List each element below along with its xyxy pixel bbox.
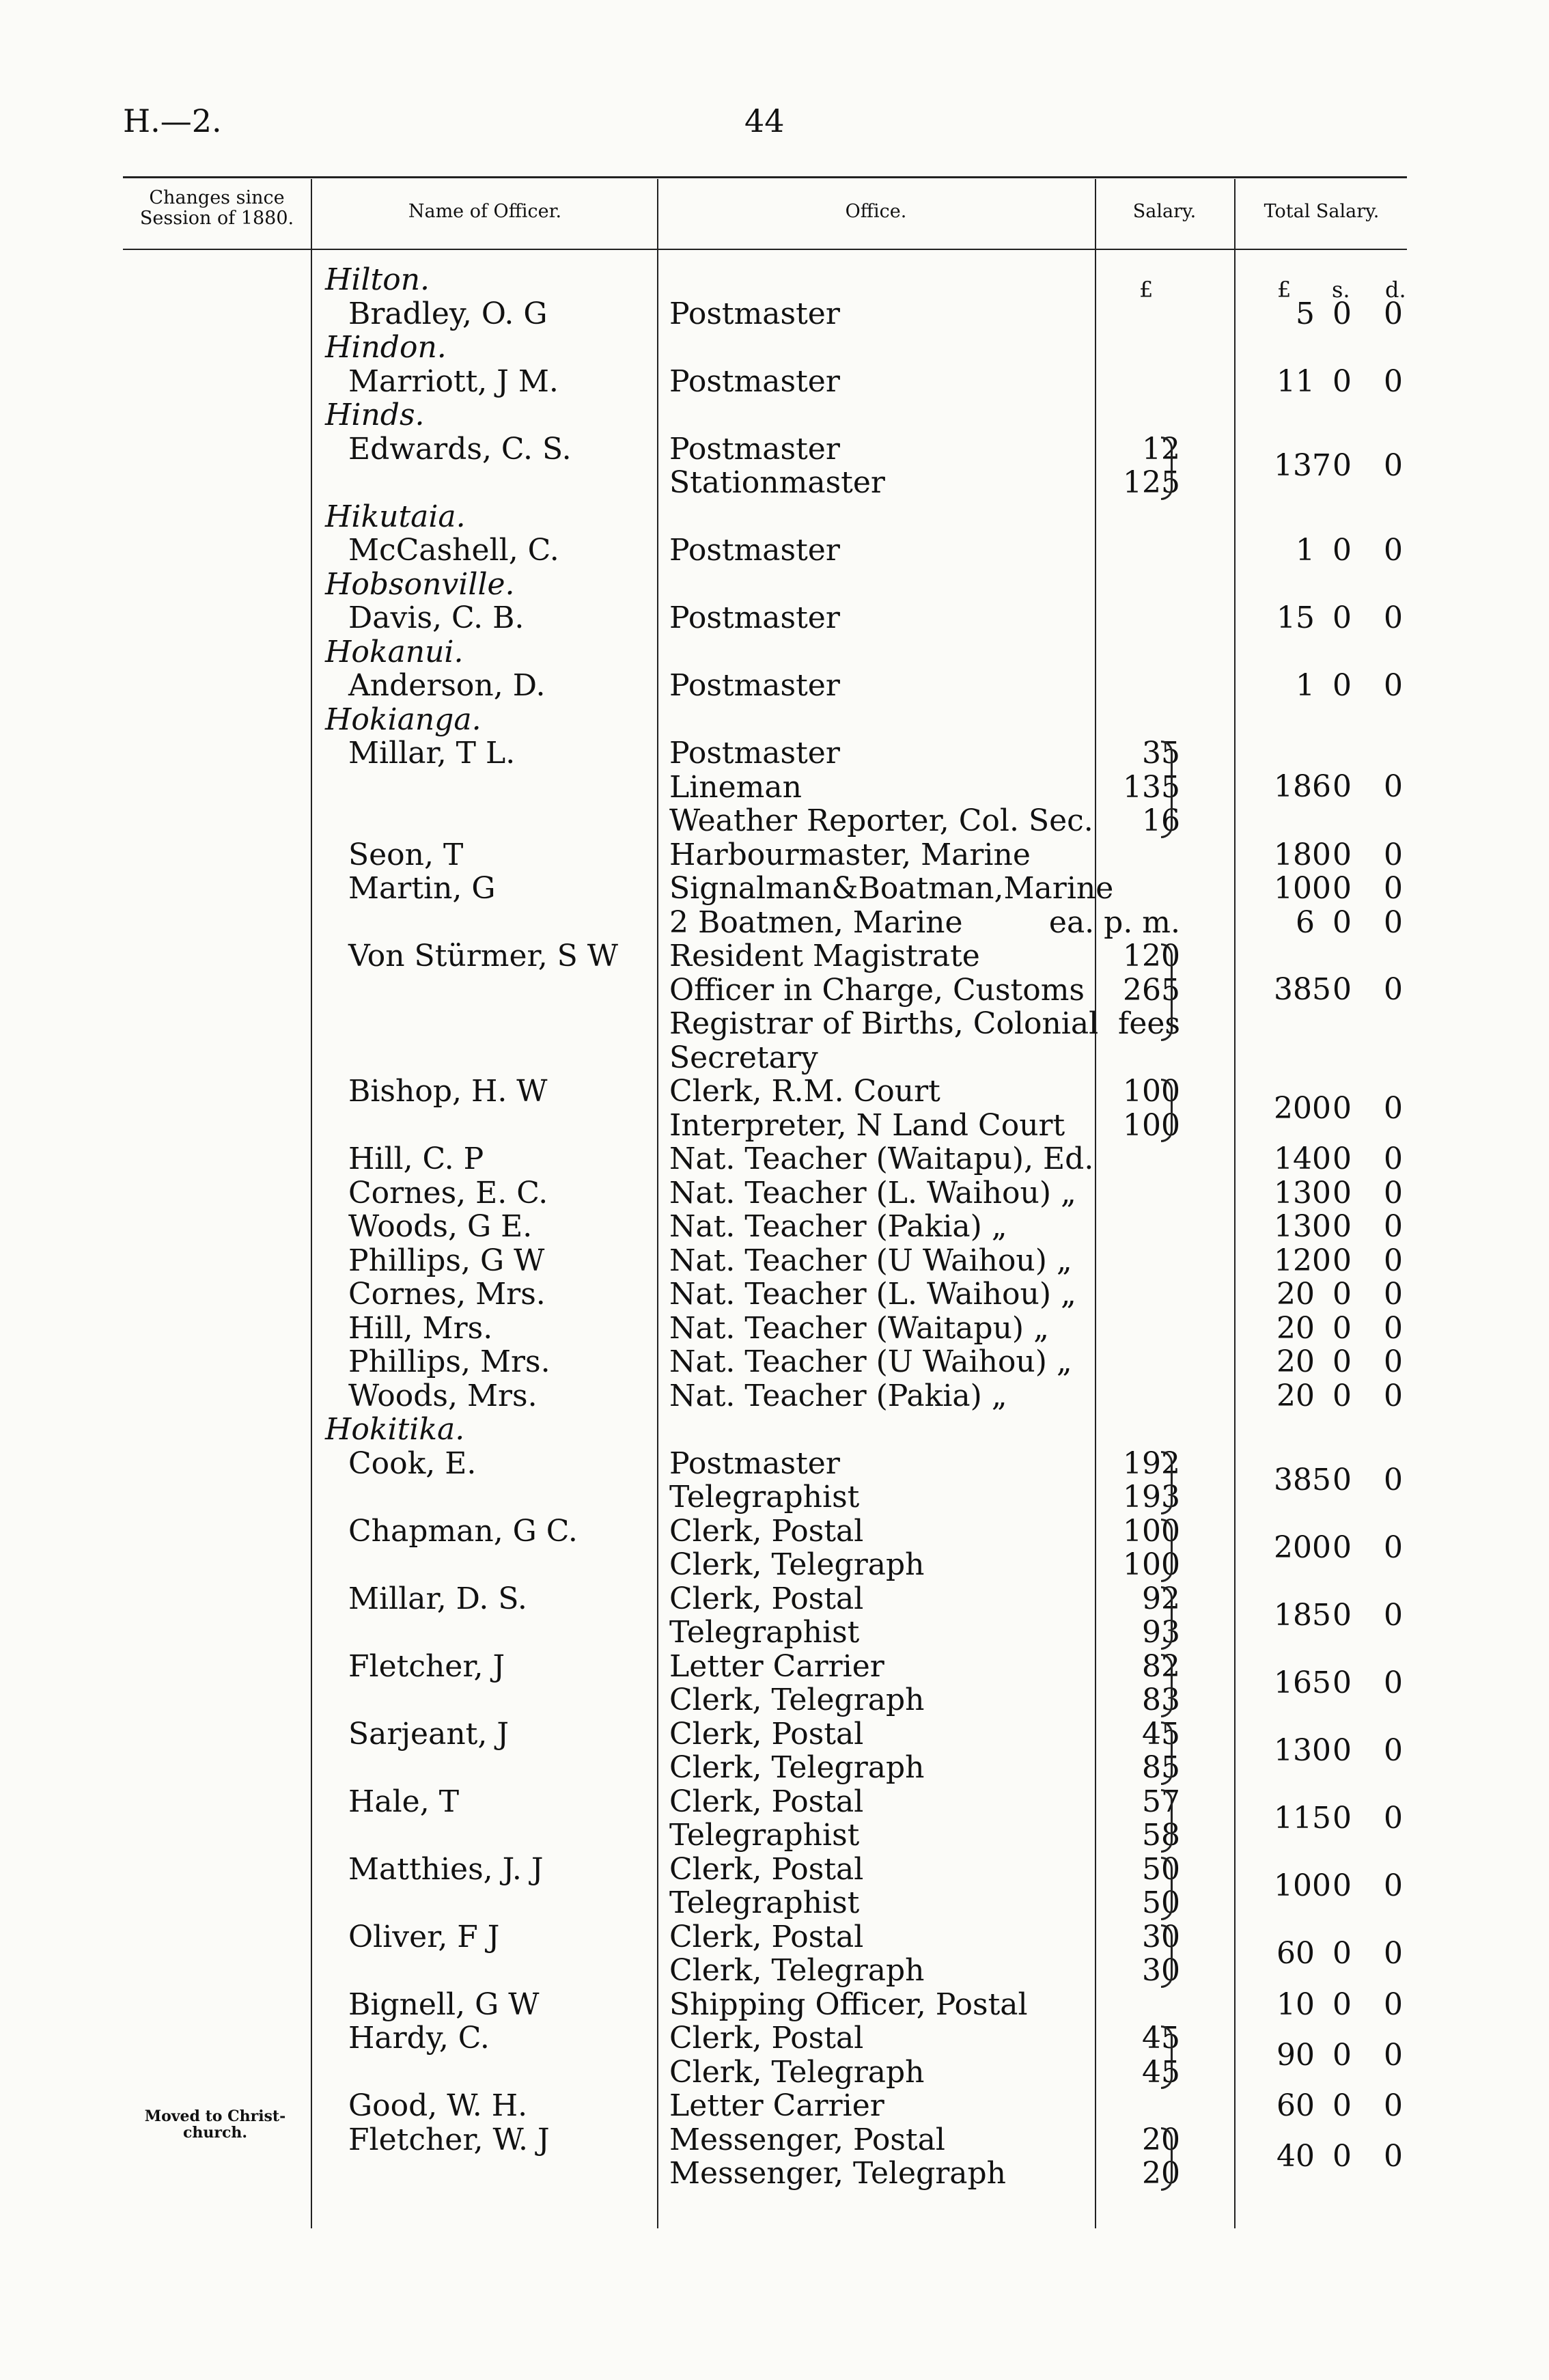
brace-total-pounds: 200 [1274,1090,1331,1126]
salary-value: 30 [1142,1953,1180,1988]
office-title: Telegraphist [669,1885,860,1920]
header-bottom-rule [123,249,1407,250]
total-shillings: 0 [1332,1141,1352,1176]
office-title: Nat. Teacher (Waitapu) „ [669,1310,1049,1346]
salary-value: 57 [1142,1784,1180,1819]
table-row [0,1007,1549,1041]
total-pounds: 15 [1276,600,1315,635]
total-pence: 0 [1384,1987,1403,2022]
salary-brace [1161,1519,1173,1582]
officer-name: Hardy, C. [348,2021,490,2056]
total-pence: 0 [1384,1243,1403,1278]
office-title: Secretary [669,1040,818,1075]
total-pence: 0 [1384,1175,1403,1210]
total-pence: 0 [1384,1209,1403,1244]
brace-total-pence: 0 [1384,1530,1403,1565]
table-row [0,872,1549,906]
brace-total-pounds: 60 [1276,1936,1315,1971]
table-row [0,906,1549,940]
table-row [0,736,1549,771]
officer-name: Bignell, G W [348,1987,540,2022]
brace-total-shillings: 0 [1332,1598,1352,1633]
salary-value: 100 [1123,1513,1180,1549]
salary-brace [1161,437,1173,500]
place-heading: Hilton. [325,262,430,297]
col-header-salary: Salary. [1132,201,1197,222]
brace-total-shillings: 0 [1332,2139,1352,2174]
total-pence: 0 [1384,533,1403,568]
place-heading: Hinds. [325,398,425,432]
table-row [0,398,1549,432]
total-shillings: 0 [1332,2088,1352,2123]
total-shillings: 0 [1332,600,1352,635]
office-title: Messenger, Telegraph [669,2156,1007,2191]
officer-name: Hill, C. P [348,1141,484,1176]
salary-brace [1161,1079,1173,1142]
office-title: Interpreter, N Land Court [669,1107,1065,1143]
total-shillings: 0 [1332,533,1352,568]
salary-value: 30 [1142,1919,1180,1954]
side-note: Moved to Christ-church. [144,2107,286,2142]
brace-total-pounds: 90 [1276,2037,1315,2073]
salary-value: 92 [1142,1581,1180,1616]
place-heading: Hokanui. [325,634,464,669]
office-title: Clerk, Telegraph [669,1547,925,1582]
table-row [0,601,1549,635]
office-title: Nat. Teacher (L. Waihou) „ [669,1277,1076,1312]
office-title: Weather Reporter, Col. Sec. [669,803,1093,838]
salary-value: 85 [1142,1750,1180,1785]
table-row [0,1988,1549,2022]
office-title: Postmaster [669,668,840,703]
total-pounds: 1 [1296,668,1315,703]
salary-value: 50 [1142,1885,1180,1920]
brace-total-pence: 0 [1384,1868,1403,1903]
total-pounds: 130 [1274,1209,1331,1244]
brace-total-pence: 0 [1384,769,1403,805]
office-title: Lineman [669,769,802,805]
place-heading: Hikutaia. [325,499,466,534]
total-shillings: 0 [1332,1378,1352,1413]
total-shillings: 0 [1332,1344,1352,1379]
table-row [0,1210,1549,1244]
total-pence: 0 [1384,296,1403,331]
total-pounds: 20 [1276,1344,1315,1379]
officer-name: Cornes, Mrs. [348,1277,546,1312]
salary-brace [1161,1451,1173,1514]
office-title: Registrar of Births, Colonial [669,1006,1099,1041]
officer-name: Von Stürmer, S W [348,939,619,973]
officer-name: Bradley, O. G [348,296,548,331]
place-heading: Hokianga. [325,702,482,737]
salary-brace [1161,1857,1173,1920]
brace-total-shillings: 0 [1332,972,1352,1008]
officer-name: Hale, T [348,1784,460,1819]
table-row [0,297,1549,331]
salary-brace [1161,2127,1173,2191]
office-title: Clerk, Postal [669,1851,864,1887]
officer-name: Cook, E. [348,1445,477,1481]
officer-name: Fletcher, W. J [348,2122,550,2157]
table-row [0,365,1549,399]
brace-total-pounds: 385 [1274,972,1331,1008]
brace-total-shillings: 0 [1332,1868,1352,1903]
total-pence: 0 [1384,1378,1403,1413]
total-pence: 0 [1384,2088,1403,2123]
office-title: Postmaster [669,431,840,467]
officer-name: Seon, T [348,837,464,872]
salary-brace [1161,1789,1173,1853]
total-pence: 0 [1384,904,1403,940]
table-row [0,703,1549,737]
office-title: Letter Carrier [669,1648,884,1684]
total-pounds: 10 [1276,1987,1315,2022]
salary-value: 45 [1142,1716,1180,1752]
salary-value: 16 [1142,803,1180,838]
office-title: Nat. Teacher (Pakia) „ [669,1209,1007,1244]
salary-value: 193 [1123,1480,1180,1514]
brace-total-shillings: 0 [1332,2037,1352,2073]
salary-value: 100 [1123,1107,1180,1143]
salary-value: 45 [1142,2021,1180,2056]
office-title: Letter Carrier [669,2088,884,2123]
office-title: Clerk, Telegraph [669,2054,925,2090]
table-row [0,669,1549,703]
table-row [0,1413,1549,1447]
brace-total-shillings: 0 [1332,1801,1352,1836]
salary-value: ea. p. m. [1048,904,1180,940]
office-title: Postmaster [669,533,840,568]
office-title: Postmaster [669,363,840,399]
total-shillings: 0 [1332,1987,1352,2022]
total-pence: 0 [1384,871,1403,906]
officer-name: Millar, T L. [348,736,516,771]
table-row [0,568,1549,602]
total-pounds: 11 [1276,363,1315,399]
office-title: Messenger, Postal [669,2122,945,2157]
officer-name: Woods, Mrs. [348,1378,538,1413]
col-header-changes: Changes since Session of 1880. [139,187,294,229]
officer-name: Cornes, E. C. [348,1175,548,1210]
total-pounds: 6 [1296,904,1315,940]
brace-total-shillings: 0 [1332,1733,1352,1768]
officer-name: Matthies, J. J [348,1851,544,1887]
office-title: Clerk, R.M. Court [669,1074,940,1109]
table-row [0,804,1549,838]
place-heading: Hobsonville. [325,566,515,602]
total-shillings: 0 [1332,1243,1352,1278]
officer-name: Phillips, G W [348,1243,545,1278]
total-pence: 0 [1384,1310,1403,1346]
officer-name: Woods, G E. [348,1209,533,1244]
table-row [0,1954,1549,1988]
office-title: Postmaster [669,296,840,331]
officer-name: Martin, G [348,871,496,906]
place-heading: Hokitika. [325,1412,465,1447]
office-title: Signalman&Boatman,Marine [669,871,1114,906]
brace-total-pounds: 137 [1274,448,1331,483]
office-title: Nat. Teacher (L. Waihou) „ [669,1175,1076,1210]
salary-value: 83 [1142,1683,1180,1717]
table-row [0,1176,1549,1210]
officer-name: Bishop, H. W [348,1074,548,1109]
total-shillings: 0 [1332,668,1352,703]
table-row [0,2157,1549,2191]
salary-value: 120 [1123,939,1180,973]
office-title: Clerk, Postal [669,2021,864,2056]
total-pence: 0 [1384,600,1403,635]
total-pounds: 20 [1276,1310,1315,1346]
table-row [0,635,1549,669]
table-row [0,534,1549,568]
table-row [0,1312,1549,1346]
table-row [0,331,1549,365]
salary-value: 45 [1142,2054,1180,2090]
office-title: Clerk, Postal [669,1784,864,1819]
salary-value: 100 [1123,1547,1180,1582]
brace-total-pounds: 165 [1274,1665,1331,1700]
col-header-name: Name of Officer. [408,201,562,222]
brace-total-pence: 0 [1384,448,1403,483]
pound-unit: £ [1277,277,1292,303]
total-pence: 0 [1384,1141,1403,1176]
salary-brace [1161,1924,1173,1988]
office-title: Nat. Teacher (Pakia) „ [669,1378,1007,1413]
officer-name: Anderson, D. [348,668,546,703]
total-pounds: 120 [1274,1243,1331,1278]
total-pounds: 130 [1274,1175,1331,1210]
salary-value: 100 [1123,1074,1180,1109]
col-header-total: Total Salary. [1264,201,1380,222]
brace-total-shillings: 0 [1332,1090,1352,1126]
total-pence: 0 [1384,837,1403,872]
table-row [0,2089,1549,2123]
office-title: Clerk, Postal [669,1919,864,1954]
total-shillings: 0 [1332,1175,1352,1210]
total-shillings: 0 [1332,871,1352,906]
salary-brace [1161,1721,1173,1785]
officer-name: Davis, C. B. [348,600,525,635]
brace-total-pounds: 185 [1274,1598,1331,1633]
salary-brace [1161,741,1173,838]
total-pence: 0 [1384,363,1403,399]
table-row [0,1041,1549,1075]
total-pence: 0 [1384,668,1403,703]
salary-value: 82 [1142,1648,1180,1684]
total-pounds: 60 [1276,2088,1315,2123]
salary-brace [1161,1586,1173,1650]
salary-value: 20 [1142,2156,1180,2191]
office-title: Clerk, Postal [669,1513,864,1549]
table-row [0,1277,1549,1312]
salary-brace [1161,1654,1173,1717]
salary-value: 192 [1123,1445,1180,1481]
office-title: Nat. Teacher (U Waihou) „ [669,1243,1072,1278]
office-title: Clerk, Telegraph [669,1953,925,1988]
salary-brace [1161,2025,1173,2089]
officer-name: Sarjeant, J [348,1716,509,1752]
total-pence: 0 [1384,1277,1403,1312]
total-shillings: 0 [1332,1209,1352,1244]
brace-total-pounds: 115 [1274,1801,1331,1836]
total-pounds: 100 [1274,871,1331,906]
total-pounds: 20 [1276,1277,1315,1312]
office-title: Shipping Officer, Postal [669,1987,1028,2022]
brace-total-shillings: 0 [1332,1463,1352,1497]
total-pounds: 180 [1274,837,1331,872]
office-title: Nat. Teacher (Waitapu), Ed. [669,1141,1094,1176]
office-title: Officer in Charge, Customs [669,972,1085,1008]
brace-total-pounds: 200 [1274,1530,1331,1565]
brace-total-pence: 0 [1384,1665,1403,1700]
brace-total-pence: 0 [1384,1598,1403,1633]
salary-value: 20 [1142,2122,1180,2157]
total-shillings: 0 [1332,1310,1352,1346]
brace-total-shillings: 0 [1332,1665,1352,1700]
page-ref: H.—2. [123,102,222,139]
table-row [0,263,1549,297]
pence-unit: d. [1385,277,1406,303]
brace-total-pence: 0 [1384,2139,1403,2174]
brace-total-pence: 0 [1384,1733,1403,1768]
office-title: Clerk, Postal [669,1716,864,1752]
brace-total-pounds: 385 [1274,1463,1331,1497]
office-title: Clerk, Postal [669,1581,864,1616]
office-title: Nat. Teacher (U Waihou) „ [669,1344,1072,1379]
office-title: Resident Magistrate [669,939,980,973]
brace-total-pence: 0 [1384,2037,1403,2073]
brace-total-pence: 0 [1384,1090,1403,1126]
salary-value: 35 [1142,736,1180,771]
salary-value: 58 [1142,1818,1180,1853]
salary-value: 93 [1142,1615,1180,1650]
officer-name: Phillips, Mrs. [348,1344,550,1379]
brace-total-pence: 0 [1384,1801,1403,1836]
brace-total-pounds: 100 [1274,1868,1331,1903]
table-row [0,1379,1549,1413]
salary-value: 12 [1142,431,1180,467]
total-shillings: 0 [1332,296,1352,331]
place-heading: Hindon. [325,330,447,365]
office-title: Harbourmaster, Marine [669,837,1031,872]
officer-name: Good, W. H. [348,2088,528,2123]
office-title: Telegraphist [669,1615,860,1650]
total-pence: 0 [1384,1344,1403,1379]
salary-brace [1161,943,1173,1041]
brace-total-shillings: 0 [1332,1936,1352,1971]
table-row [0,2056,1549,2090]
officer-name: Marriott, J M. [348,363,559,399]
officer-name: Edwards, C. S. [348,431,572,467]
office-title: 2 Boatmen, Marine [669,904,963,940]
total-shillings: 0 [1332,837,1352,872]
office-title: Stationmaster [669,465,885,500]
table-row [0,939,1549,973]
salary-value: 50 [1142,1851,1180,1887]
officer-name: Oliver, F J [348,1919,500,1954]
page-number: 44 [744,102,785,139]
salary-value: 125 [1123,465,1180,500]
brace-total-pounds: 130 [1274,1733,1331,1768]
office-title: Clerk, Telegraph [669,1750,925,1785]
salary-value: fees [1118,1006,1180,1041]
office-title: Telegraphist [669,1818,860,1853]
brace-total-pounds: 40 [1276,2139,1315,2174]
shilling-unit: s. [1332,277,1350,303]
brace-total-pence: 0 [1384,972,1403,1008]
table-row [0,1244,1549,1278]
office-title: Postmaster [669,600,840,635]
brace-total-shillings: 0 [1332,448,1352,483]
col-header-office: Office. [845,201,907,222]
table-row [0,838,1549,872]
salary-value: 135 [1123,769,1180,805]
salary-unit: £ [1139,277,1154,303]
total-shillings: 0 [1332,1277,1352,1312]
officer-name: McCashell, C. [348,533,559,568]
brace-total-pence: 0 [1384,1463,1403,1497]
officer-name: Hill, Mrs. [348,1310,493,1346]
table-row [0,500,1549,534]
office-title: Postmaster [669,736,840,771]
total-shillings: 0 [1332,363,1352,399]
brace-total-pounds: 186 [1274,769,1331,805]
table-row [0,1142,1549,1176]
officer-name: Chapman, G C. [348,1513,578,1549]
office-title: Telegraphist [669,1480,860,1514]
brace-total-pence: 0 [1384,1936,1403,1971]
table-row [0,2021,1549,2056]
brace-total-shillings: 0 [1332,1530,1352,1565]
table-row [0,2123,1549,2157]
total-pounds: 140 [1274,1141,1331,1176]
office-title: Postmaster [669,1445,840,1481]
officer-name: Millar, D. S. [348,1581,527,1616]
total-pounds: 5 [1296,296,1315,331]
total-pounds: 20 [1276,1378,1315,1413]
total-pounds: 1 [1296,533,1315,568]
total-shillings: 0 [1332,904,1352,940]
table-row [0,1920,1549,1954]
top-rule [123,176,1407,178]
brace-total-shillings: 0 [1332,769,1352,805]
table-row [0,1345,1549,1379]
officer-name: Fletcher, J [348,1648,505,1684]
office-title: Clerk, Telegraph [669,1683,925,1717]
salary-value: 265 [1123,972,1180,1008]
